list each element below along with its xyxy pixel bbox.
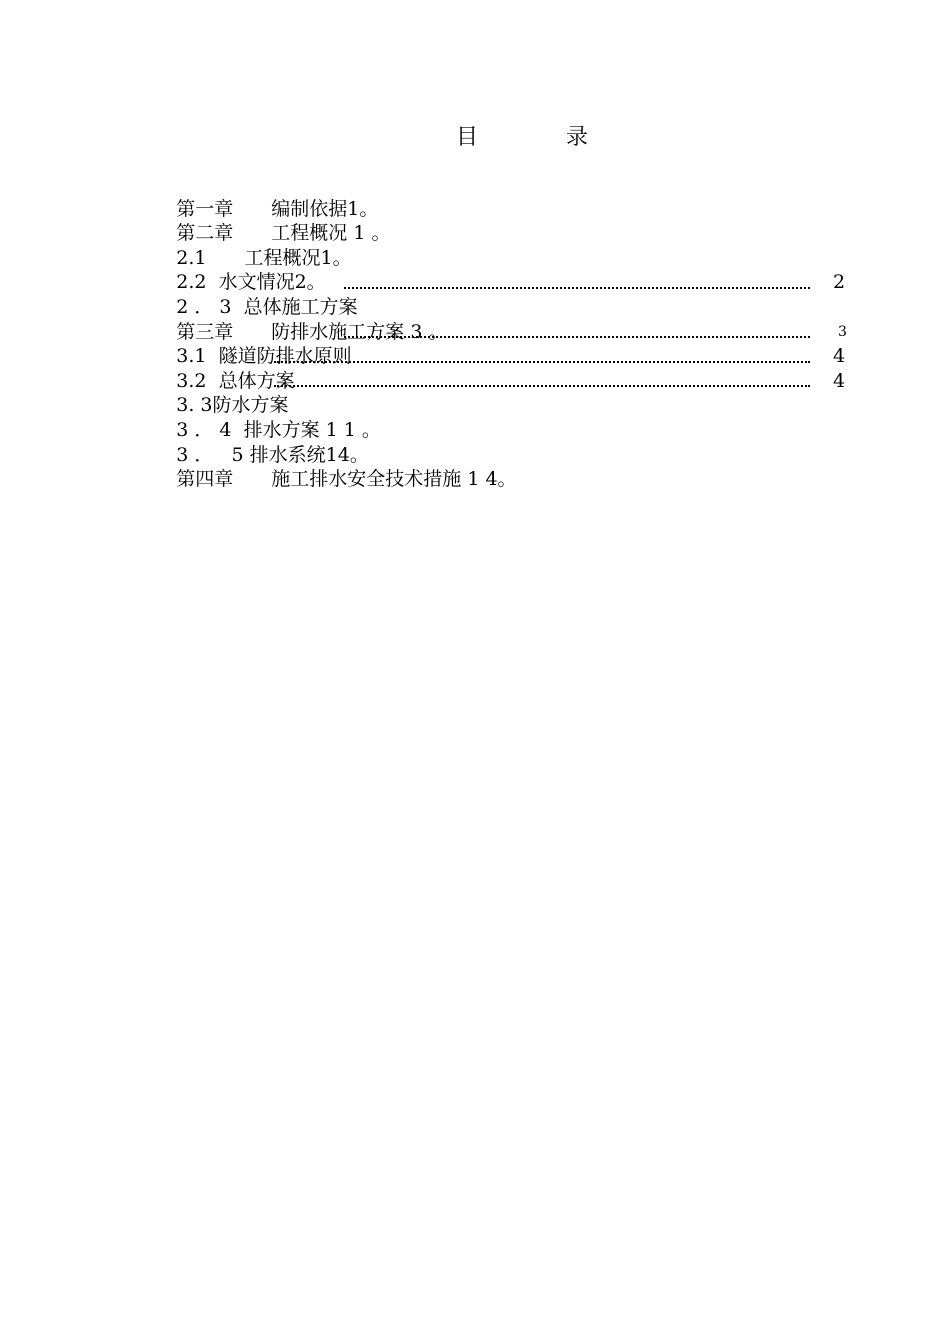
toc-entry-text: 施工排水安全技术措施 1 4 (271, 468, 498, 491)
toc-entry-text: 5 排水系统14 (231, 443, 350, 466)
toc-entry-text: 总体方案 (218, 369, 295, 392)
toc-entry-text: 防水方案 (212, 394, 289, 417)
table-of-contents (140, 172, 852, 491)
toc-entry-number: 3.1 (176, 345, 207, 368)
toc-entry-chapter-2[interactable] (140, 197, 852, 245)
toc-entry-2-2[interactable] (140, 246, 852, 294)
toc-entry-2-3[interactable] (140, 270, 852, 318)
toc-entry-text: 隧道防排水原则 (218, 345, 352, 368)
toc-page-number: 4 (833, 345, 846, 368)
toc-entry-3-1[interactable] (140, 320, 852, 368)
toc-entry-number: 2.1 (176, 246, 207, 269)
toc-page-number: 4 (833, 369, 846, 392)
toc-entry-number: 3 ． 4 (176, 418, 232, 441)
toc-entry-text: 编制依据1 (271, 197, 360, 220)
dotted-leader (344, 287, 810, 289)
dotted-leader (274, 361, 810, 363)
toc-entry-text: 防排水施工方案 3 (271, 320, 429, 343)
toc-entry-suffix: 。 (497, 468, 517, 491)
toc-entry-number: 第一章 (176, 197, 234, 220)
toc-entry-number: 2.2 (176, 271, 207, 294)
toc-entry-number: 第二章 (176, 222, 234, 245)
toc-entry-2-1[interactable] (140, 221, 852, 269)
toc-entry-suffix: 。 (371, 222, 391, 245)
toc-entry-number: 第四章 (176, 468, 234, 491)
toc-entry-chapter-1[interactable] (140, 172, 852, 220)
toc-entry-suffix: 。 (359, 197, 379, 220)
toc-entry-chapter-4[interactable] (140, 443, 852, 491)
toc-entry-text: 总体施工方案 (243, 295, 358, 318)
toc-entry-number: 3. 3 (176, 394, 213, 417)
toc-entry-chapter-3[interactable] (140, 295, 852, 343)
toc-entry-number: 2 ． 3 (176, 295, 232, 318)
toc-entry-number: 3.2 (176, 369, 207, 392)
toc-entry-text: 工程概况1 (244, 246, 333, 269)
toc-entry-3-3[interactable] (140, 369, 852, 417)
toc-entry-suffix: 。 (361, 418, 381, 441)
toc-page-number: 2 (833, 271, 846, 294)
dotted-leader (344, 336, 810, 338)
toc-entry-text: 水文情况2 (218, 271, 307, 294)
toc-entry-suffix: 。 (306, 271, 326, 294)
toc-entry-number: 3 ． (176, 443, 214, 466)
toc-entry-suffix: 。 (349, 443, 369, 466)
toc-entry-suffix: 。 (332, 246, 352, 269)
toc-entry-3-4[interactable] (140, 393, 852, 441)
toc-entry-3-5[interactable] (140, 418, 852, 466)
toc-entry-3-2[interactable] (140, 344, 852, 392)
toc-entry-text: 工程概况 1 (271, 222, 372, 245)
toc-entry-suffix: 。 (428, 320, 448, 343)
toc-entry-number: 第三章 (176, 320, 234, 343)
toc-entry-text: 排水方案 1 1 (243, 418, 362, 441)
toc-title: 目 录 (456, 125, 589, 150)
dotted-leader (274, 385, 810, 387)
toc-page-number: 3 (838, 323, 847, 340)
